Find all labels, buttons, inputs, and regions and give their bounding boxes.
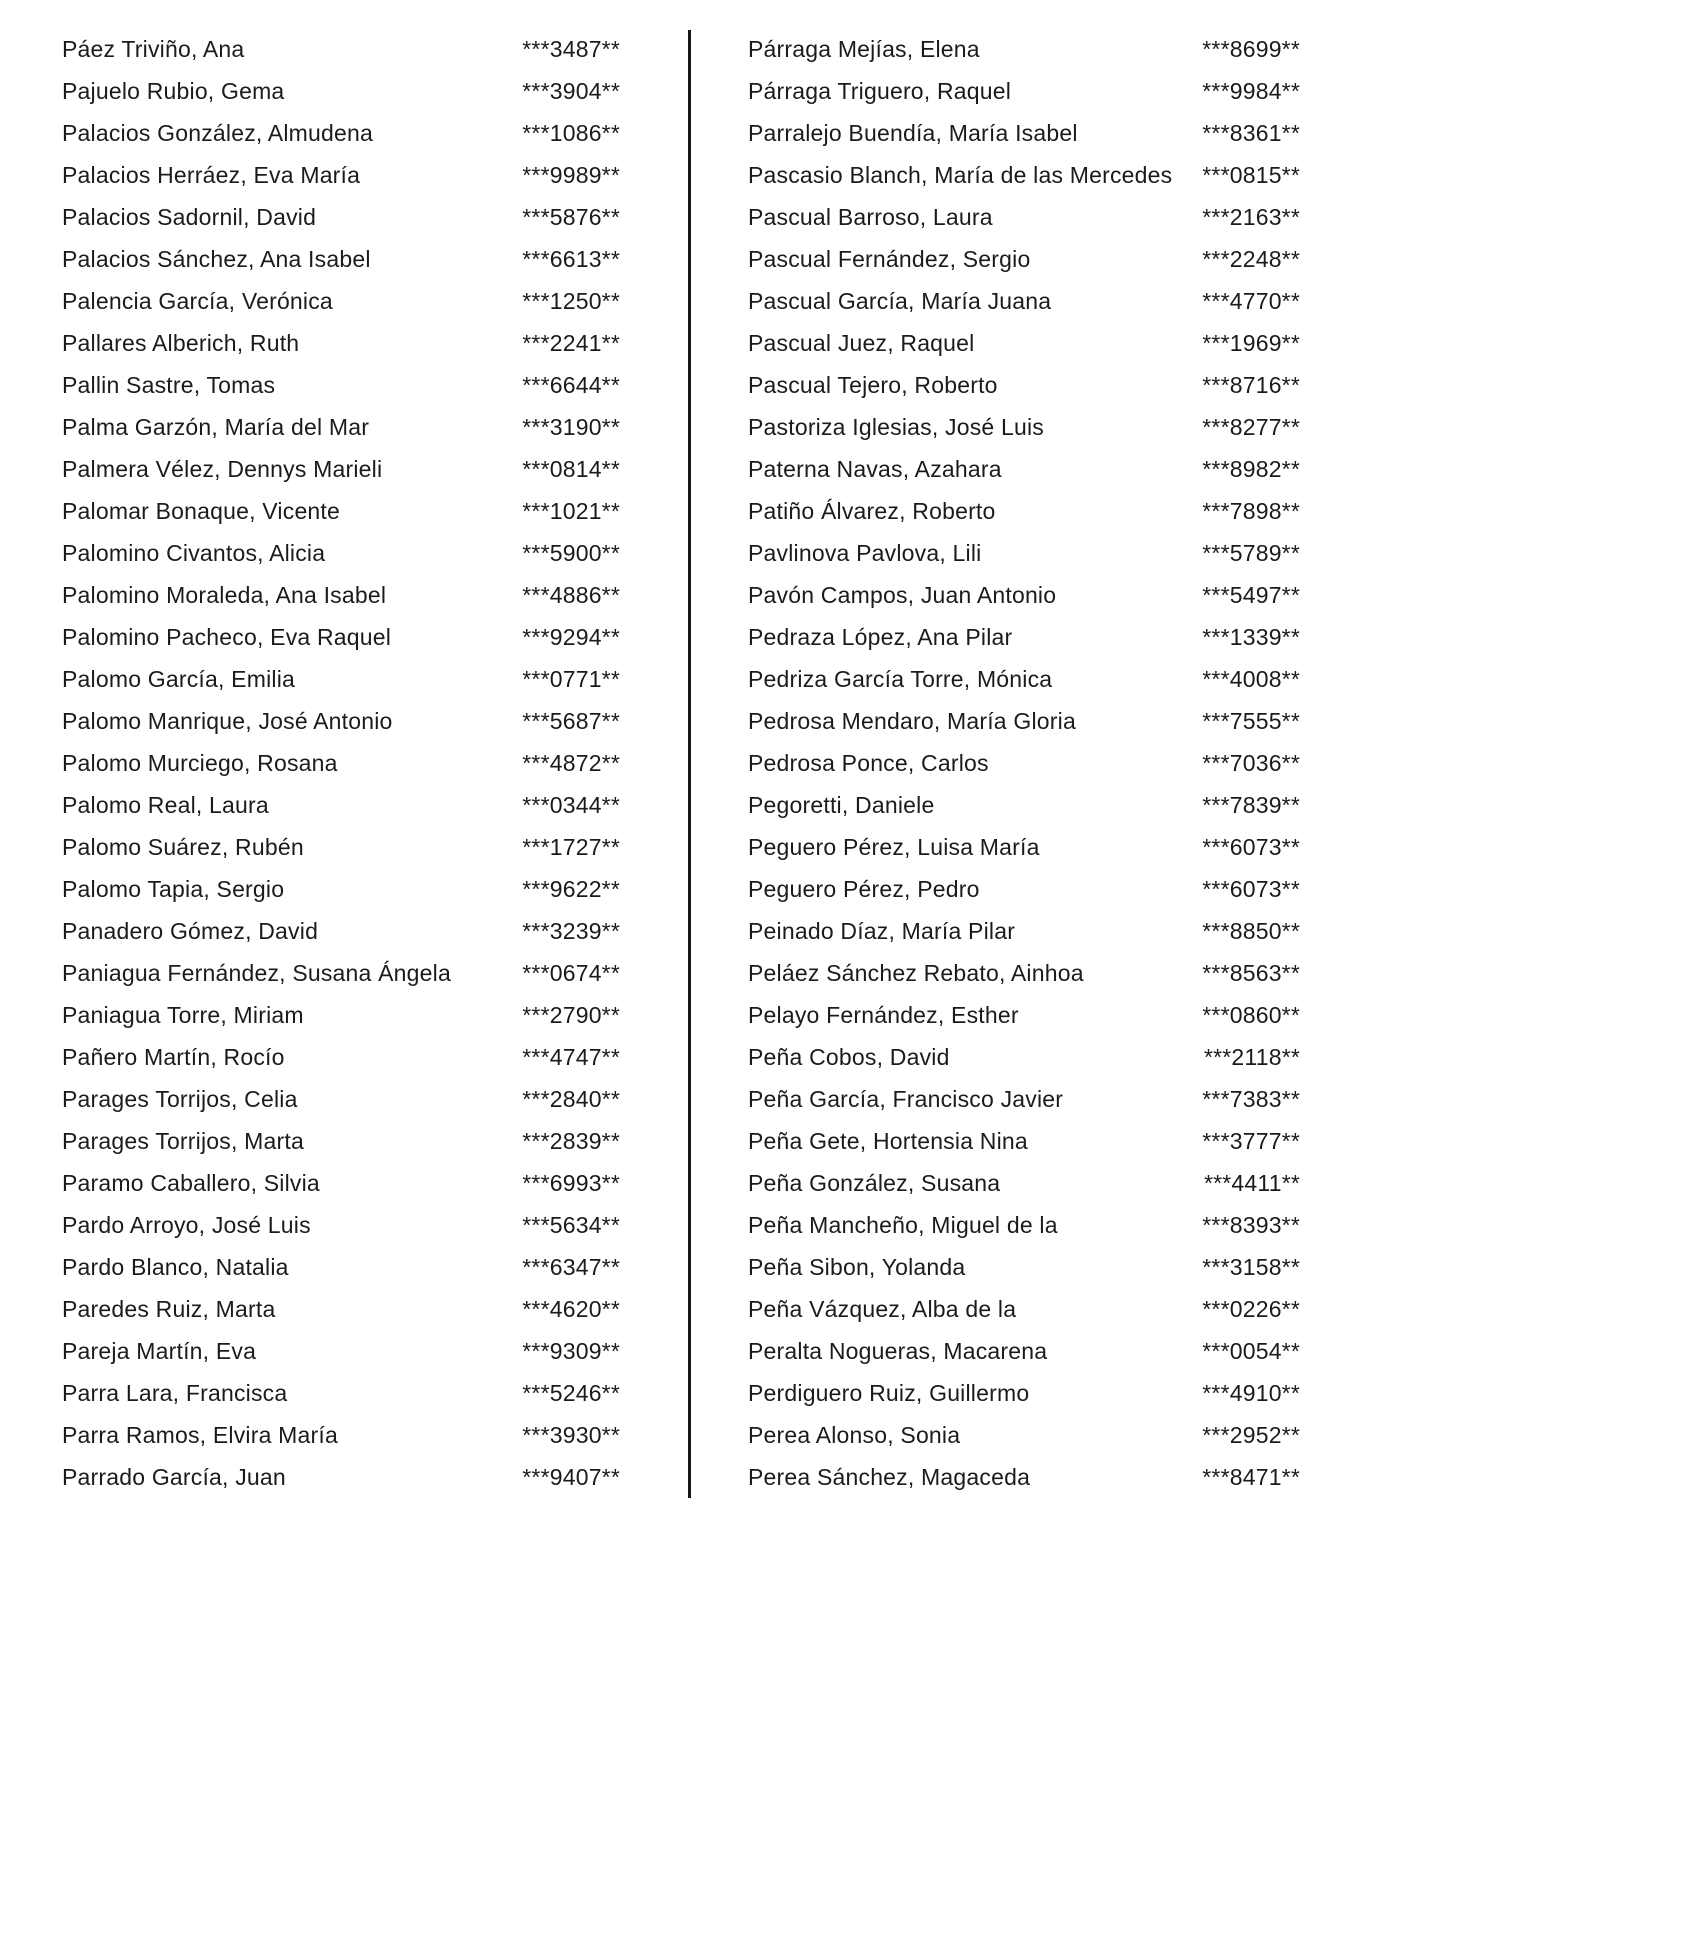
masked-id: ***4770**	[1202, 287, 1300, 314]
person-name: Palomar Bonaque, Vicente	[62, 497, 341, 524]
masked-id: ***8716**	[1202, 371, 1300, 398]
masked-id: ***7898**	[1202, 497, 1300, 524]
person-name: Palomo Murciego, Rosana	[62, 749, 338, 776]
list-item	[748, 112, 1300, 154]
person-name: Perea Sánchez, Magaceda	[748, 1463, 1031, 1490]
masked-id: ***4872**	[522, 749, 620, 776]
masked-id: ***0815**	[1202, 161, 1300, 188]
masked-id: ***0344**	[522, 791, 620, 818]
list-item	[748, 70, 1300, 112]
person-name: Párraga Mejías, Elena	[748, 35, 980, 62]
masked-id: ***7555**	[1202, 707, 1300, 734]
list-item	[62, 448, 620, 490]
masked-id: ***9984**	[1202, 77, 1300, 104]
masked-id: ***7036**	[1202, 749, 1300, 776]
person-name: Parages Torrijos, Celia	[62, 1085, 298, 1112]
person-name: Perdiguero Ruiz, Guillermo	[748, 1379, 1030, 1406]
person-name: Palomino Civantos, Alicia	[62, 539, 326, 566]
list-item	[62, 28, 620, 70]
masked-id: ***5789**	[1202, 539, 1300, 566]
list-item	[748, 826, 1300, 868]
masked-id: ***0674**	[522, 959, 620, 986]
person-name: Pascual Tejero, Roberto	[748, 371, 998, 398]
person-name: Palomo García, Emilia	[62, 665, 295, 692]
list-item	[748, 1288, 1300, 1330]
person-name: Peinado Díaz, María Pilar	[748, 917, 1016, 944]
masked-id: ***1339**	[1202, 623, 1300, 650]
list-item	[748, 658, 1300, 700]
masked-id: ***8563**	[1202, 959, 1300, 986]
person-name: Peguero Pérez, Luisa María	[748, 833, 1040, 860]
list-item	[62, 1372, 620, 1414]
masked-id: ***2118**	[1203, 1043, 1300, 1070]
list-item	[748, 742, 1300, 784]
person-name: Palomo Real, Laura	[62, 791, 269, 818]
person-name: Peña García, Francisco Javier	[748, 1085, 1064, 1112]
masked-id: ***3239**	[522, 917, 620, 944]
person-name: Peguero Pérez, Pedro	[748, 875, 980, 902]
list-item	[748, 448, 1300, 490]
list-item	[62, 1246, 620, 1288]
list-item	[748, 490, 1300, 532]
masked-id: ***0054**	[1202, 1337, 1300, 1364]
masked-id: ***5497**	[1202, 581, 1300, 608]
masked-id: ***2790**	[522, 1001, 620, 1028]
masked-id: ***5246**	[522, 1379, 620, 1406]
person-name: Parralejo Buendía, María Isabel	[748, 119, 1078, 146]
list-item	[62, 532, 620, 574]
person-name: Peña Gete, Hortensia Nina	[748, 1127, 1028, 1154]
list-item	[62, 910, 620, 952]
list-item	[62, 196, 620, 238]
masked-id: ***9309**	[522, 1337, 620, 1364]
masked-id: ***2163**	[1202, 203, 1300, 230]
list-item	[62, 574, 620, 616]
person-name: Palacios Herráez, Eva María	[62, 161, 361, 188]
person-name: Palma Garzón, María del Mar	[62, 413, 370, 440]
name-list-column-left	[62, 28, 620, 1498]
masked-id: ***2839**	[522, 1127, 620, 1154]
masked-id: ***3190**	[522, 413, 620, 440]
person-name: Pareja Martín, Eva	[62, 1337, 257, 1364]
list-item	[748, 1414, 1300, 1456]
list-item	[62, 1162, 620, 1204]
masked-id: ***6993**	[522, 1169, 620, 1196]
list-item	[748, 196, 1300, 238]
name-list-column-right	[748, 28, 1300, 1498]
list-item	[62, 616, 620, 658]
person-name: Pastoriza Iglesias, José Luis	[748, 413, 1044, 440]
list-item	[62, 868, 620, 910]
masked-id: ***0860**	[1202, 1001, 1300, 1028]
masked-id: ***2248**	[1202, 245, 1300, 272]
list-item	[748, 406, 1300, 448]
person-name: Palomino Moraleda, Ana Isabel	[62, 581, 387, 608]
person-name: Peña Cobos, David	[748, 1043, 950, 1070]
person-name: Pedrosa Ponce, Carlos	[748, 749, 989, 776]
list-item	[748, 1372, 1300, 1414]
person-name: Pascual Barroso, Laura	[748, 203, 993, 230]
person-name: Palacios Sánchez, Ana Isabel	[62, 245, 371, 272]
person-name: Parra Lara, Francisca	[62, 1379, 288, 1406]
person-name: Pedriza García Torre, Mónica	[748, 665, 1053, 692]
masked-id: ***1021**	[522, 497, 620, 524]
person-name: Parages Torrijos, Marta	[62, 1127, 304, 1154]
list-item	[748, 1162, 1300, 1204]
masked-id: ***0226**	[1202, 1295, 1300, 1322]
person-name: Paredes Ruiz, Marta	[62, 1295, 276, 1322]
list-item	[62, 826, 620, 868]
person-name: Panadero Gómez, David	[62, 917, 319, 944]
masked-id: ***4008**	[1202, 665, 1300, 692]
person-name: Palmera Vélez, Dennys Marieli	[62, 455, 383, 482]
masked-id: ***2952**	[1202, 1421, 1300, 1448]
masked-id: ***5634**	[522, 1211, 620, 1238]
masked-id: ***1250**	[522, 287, 620, 314]
list-item	[748, 700, 1300, 742]
list-item	[62, 1330, 620, 1372]
list-item	[62, 994, 620, 1036]
list-item	[748, 1204, 1300, 1246]
list-item	[748, 1078, 1300, 1120]
list-item	[748, 322, 1300, 364]
masked-id: ***4411**	[1203, 1169, 1300, 1196]
person-name: Pascual García, María Juana	[748, 287, 1052, 314]
person-name: Palomo Manrique, José Antonio	[62, 707, 393, 734]
person-name: Peralta Nogueras, Macarena	[748, 1337, 1048, 1364]
masked-id: ***6347**	[522, 1253, 620, 1280]
person-name: Paniagua Fernández, Susana Ángela	[62, 959, 451, 986]
masked-id: ***3904**	[522, 77, 620, 104]
masked-id: ***4886**	[522, 581, 620, 608]
list-item	[62, 784, 620, 826]
list-item	[62, 1456, 620, 1498]
list-item	[62, 238, 620, 280]
list-item	[748, 784, 1300, 826]
list-item	[62, 1414, 620, 1456]
masked-id: ***6613**	[522, 245, 620, 272]
list-item	[748, 1456, 1300, 1498]
person-name: Palomino Pacheco, Eva Raquel	[62, 623, 392, 650]
list-item	[62, 70, 620, 112]
masked-id: ***8393**	[1202, 1211, 1300, 1238]
person-name: Pallares Alberich, Ruth	[62, 329, 300, 356]
person-name: Peña Sibon, Yolanda	[748, 1253, 966, 1280]
person-name: Pardo Arroyo, José Luis	[62, 1211, 311, 1238]
masked-id: ***3487**	[522, 35, 620, 62]
masked-id: ***1086**	[522, 119, 620, 146]
person-name: Párraga Triguero, Raquel	[748, 77, 1012, 104]
list-item	[748, 910, 1300, 952]
person-name: Peláez Sánchez Rebato, Ainhoa	[748, 959, 1084, 986]
person-name: Parrado García, Juan	[62, 1463, 286, 1490]
masked-id: ***7839**	[1202, 791, 1300, 818]
list-item	[62, 742, 620, 784]
person-name: Pavlinova Pavlova, Lili	[748, 539, 982, 566]
person-name: Palencia García, Verónica	[62, 287, 333, 314]
list-item	[62, 1078, 620, 1120]
person-name: Palomo Suárez, Rubén	[62, 833, 304, 860]
masked-id: ***3158**	[1202, 1253, 1300, 1280]
masked-id: ***3930**	[522, 1421, 620, 1448]
list-item	[748, 1120, 1300, 1162]
masked-id: ***4620**	[522, 1295, 620, 1322]
person-name: Pajuelo Rubio, Gema	[62, 77, 285, 104]
masked-id: ***8277**	[1202, 413, 1300, 440]
list-item	[748, 280, 1300, 322]
person-name: Palomo Tapia, Sergio	[62, 875, 285, 902]
person-name: Pardo Blanco, Natalia	[62, 1253, 289, 1280]
masked-id: ***8982**	[1202, 455, 1300, 482]
column-divider	[688, 30, 691, 1498]
person-name: Pascasio Blanch, María de las Mercedes	[748, 161, 1173, 188]
masked-id: ***8850**	[1202, 917, 1300, 944]
person-name: Patiño Álvarez, Roberto	[748, 497, 996, 524]
masked-id: ***5876**	[522, 203, 620, 230]
list-item	[748, 1036, 1300, 1078]
masked-id: ***5687**	[522, 707, 620, 734]
list-item	[62, 1036, 620, 1078]
masked-id: ***9407**	[522, 1463, 620, 1490]
person-name: Paterna Navas, Azahara	[748, 455, 1002, 482]
masked-id: ***8471**	[1202, 1463, 1300, 1490]
list-item	[62, 322, 620, 364]
person-name: Pedrosa Mendaro, María Gloria	[748, 707, 1076, 734]
list-item	[62, 952, 620, 994]
person-name: Pallin Sastre, Tomas	[62, 371, 276, 398]
person-name: Palacios Sadornil, David	[62, 203, 317, 230]
person-name: Parra Ramos, Elvira María	[62, 1421, 338, 1448]
list-item	[62, 280, 620, 322]
person-name: Páez Triviño, Ana	[62, 35, 245, 62]
list-item	[62, 700, 620, 742]
list-item	[748, 238, 1300, 280]
list-item	[62, 406, 620, 448]
person-name: Perea Alonso, Sonia	[748, 1421, 961, 1448]
list-item	[62, 112, 620, 154]
list-item	[748, 574, 1300, 616]
list-item	[748, 1246, 1300, 1288]
list-item	[748, 1330, 1300, 1372]
masked-id: ***4747**	[522, 1043, 620, 1070]
person-name: Peña González, Susana	[748, 1169, 1001, 1196]
masked-id: ***9989**	[522, 161, 620, 188]
masked-id: ***1727**	[522, 833, 620, 860]
list-item	[748, 952, 1300, 994]
person-name: Pañero Martín, Rocío	[62, 1043, 285, 1070]
person-name: Peña Vázquez, Alba de la	[748, 1295, 1017, 1322]
list-item	[748, 532, 1300, 574]
masked-id: ***9294**	[522, 623, 620, 650]
masked-id: ***8361**	[1202, 119, 1300, 146]
list-item	[748, 364, 1300, 406]
person-name: Paniagua Torre, Miriam	[62, 1001, 304, 1028]
person-name: Pelayo Fernández, Esther	[748, 1001, 1019, 1028]
masked-id: ***9622**	[522, 875, 620, 902]
list-item	[62, 490, 620, 532]
list-item	[62, 364, 620, 406]
list-item	[748, 868, 1300, 910]
list-item	[62, 1120, 620, 1162]
list-item	[62, 1204, 620, 1246]
person-name: Pegoretti, Daniele	[748, 791, 935, 818]
list-item	[62, 658, 620, 700]
list-item	[748, 616, 1300, 658]
masked-id: ***7383**	[1202, 1085, 1300, 1112]
masked-id: ***6073**	[1202, 875, 1300, 902]
person-name: Pavón Campos, Juan Antonio	[748, 581, 1057, 608]
person-name: Pascual Fernández, Sergio	[748, 245, 1031, 272]
masked-id: ***0771**	[522, 665, 620, 692]
masked-id: ***6073**	[1202, 833, 1300, 860]
person-name: Palacios González, Almudena	[62, 119, 373, 146]
masked-id: ***6644**	[522, 371, 620, 398]
masked-id: ***2840**	[522, 1085, 620, 1112]
masked-id: ***5900**	[522, 539, 620, 566]
list-item	[748, 28, 1300, 70]
person-name: Paramo Caballero, Silvia	[62, 1169, 320, 1196]
person-name: Pascual Juez, Raquel	[748, 329, 975, 356]
masked-id: ***4910**	[1202, 1379, 1300, 1406]
list-item	[748, 994, 1300, 1036]
masked-id: ***2241**	[522, 329, 620, 356]
list-item	[62, 1288, 620, 1330]
masked-id: ***3777**	[1202, 1127, 1300, 1154]
person-name: Pedraza López, Ana Pilar	[748, 623, 1013, 650]
masked-id: ***0814**	[522, 455, 620, 482]
masked-id: ***8699**	[1202, 35, 1300, 62]
masked-id: ***1969**	[1202, 329, 1300, 356]
person-name: Peña Mancheño, Miguel de la	[748, 1211, 1058, 1238]
list-item	[62, 154, 620, 196]
list-item	[748, 154, 1300, 196]
